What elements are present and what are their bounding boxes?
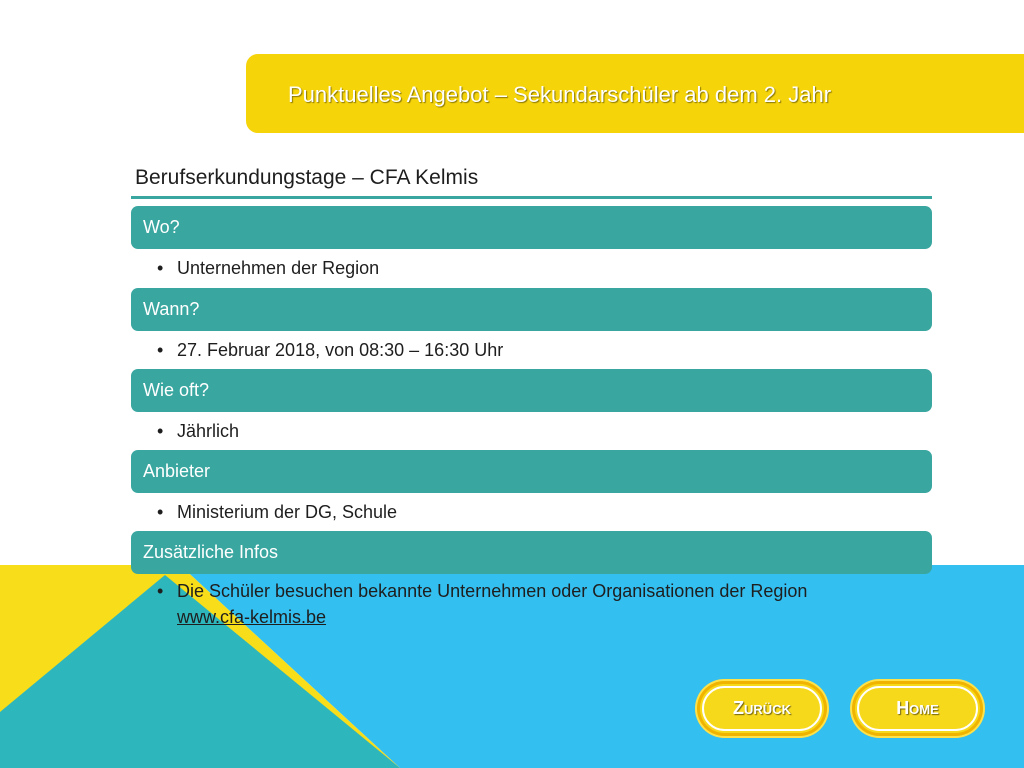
home-button-label: Home: [896, 698, 939, 718]
back-button[interactable]: [697, 681, 827, 736]
home-button[interactable]: [852, 681, 983, 736]
header-title: Punktuelles Angebot – Sekundarschüler ab dem 2. Jahr: [288, 82, 832, 107]
block-item-text: Jährlich: [177, 421, 240, 441]
section-title: Berufserkundungstage – CFA Kelmis: [135, 166, 479, 189]
bullet-icon: •: [157, 340, 164, 360]
website-link[interactable]: www.cfa-kelmis.be: [177, 607, 327, 627]
back-button-label: Zurück: [733, 698, 791, 718]
block-heading-anbieter: Anbieter: [131, 450, 932, 493]
section-divider: [131, 196, 932, 199]
block-item-infos: [157, 578, 917, 630]
block-item-text: 27. Februar 2018, von 08:30 – 16:30 Uhr: [177, 340, 504, 360]
bullet-icon: •: [157, 258, 164, 278]
block-item-wann: [157, 337, 917, 363]
block-item-text: Ministerium der DG, Schule: [177, 502, 398, 522]
header-band: [246, 54, 1024, 133]
bullet-icon: •: [157, 421, 164, 441]
block-heading-wann: Wann?: [131, 288, 932, 331]
block-heading-wo: Wo?: [131, 206, 932, 249]
block-item-wie-oft: [157, 418, 917, 444]
bullet-icon: •: [157, 581, 164, 601]
block-item-text: Die Schüler besuchen bekannte Unternehmen oder Organisationen der Region: [177, 581, 808, 601]
block-item-text: Unternehmen der Region: [177, 258, 380, 278]
block-heading-infos: Zusätzliche Infos: [131, 531, 932, 574]
bullet-icon: •: [157, 502, 164, 522]
block-item-anbieter: [157, 499, 917, 525]
block-item-wo: [157, 255, 917, 281]
block-heading-wie-oft: Wie oft?: [131, 369, 932, 412]
